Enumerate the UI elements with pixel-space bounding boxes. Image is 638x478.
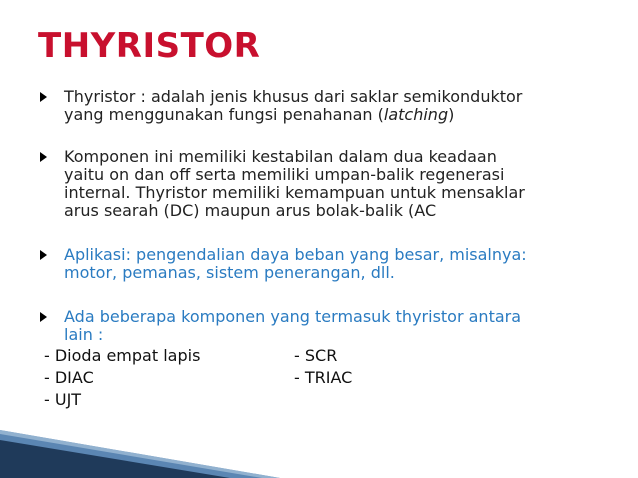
bullet-text (64, 308, 604, 344)
bullet-item (40, 148, 600, 224)
component-left: - Dioda empat lapis (44, 346, 201, 365)
bullet-arrow-icon (40, 152, 47, 162)
slide-title: THYRISTOR (38, 26, 261, 66)
bullet-arrow-icon (40, 312, 47, 322)
bullet-item (40, 246, 600, 286)
bullet-line: arus searah (DC) maupun arus bolak-balik (AC (64, 201, 437, 220)
bullet-item (40, 308, 600, 348)
component-row (44, 368, 444, 388)
bullet-line: Aplikasi: pengendalian daya beban yang besar, misalnya: (64, 245, 527, 264)
bullet-text (64, 148, 604, 220)
bullet-line: motor, pemanas, sistem penerangan, dll. (64, 263, 395, 282)
bullet-line: yaitu on dan off serta memiliki umpan-balik regenerasi (64, 165, 505, 184)
bullet-line (64, 106, 604, 124)
bullet-arrow-icon (40, 250, 47, 260)
bullet-line-part: yang menggunakan fungsi penahanan ( (64, 105, 384, 124)
bullet-text (64, 246, 604, 282)
bullet-text (64, 88, 604, 124)
component-row (44, 346, 444, 366)
component-left: - DIAC (44, 368, 94, 387)
component-right: - TRIAC (294, 368, 353, 387)
bullet-line: internal. Thyristor memiliki kemampuan untuk mensaklar (64, 183, 525, 202)
bullet-line-italic: latching (383, 105, 449, 124)
bullet-line: Ada beberapa komponen yang termasuk thyristor antara (64, 307, 522, 326)
bullet-line: Komponen ini memiliki kestabilan dalam dua keadaan (64, 147, 497, 166)
bullet-item (40, 88, 600, 128)
corner-wedge-decoration (0, 388, 280, 478)
bullet-line: lain : (64, 325, 104, 344)
component-left: - UJT (44, 390, 82, 409)
bullet-line-part: ) (448, 105, 455, 124)
bullet-line: Thyristor : adalah jenis khusus dari saklar semikonduktor (64, 87, 523, 106)
bullet-arrow-icon (40, 92, 47, 102)
component-right: - SCR (294, 346, 338, 365)
